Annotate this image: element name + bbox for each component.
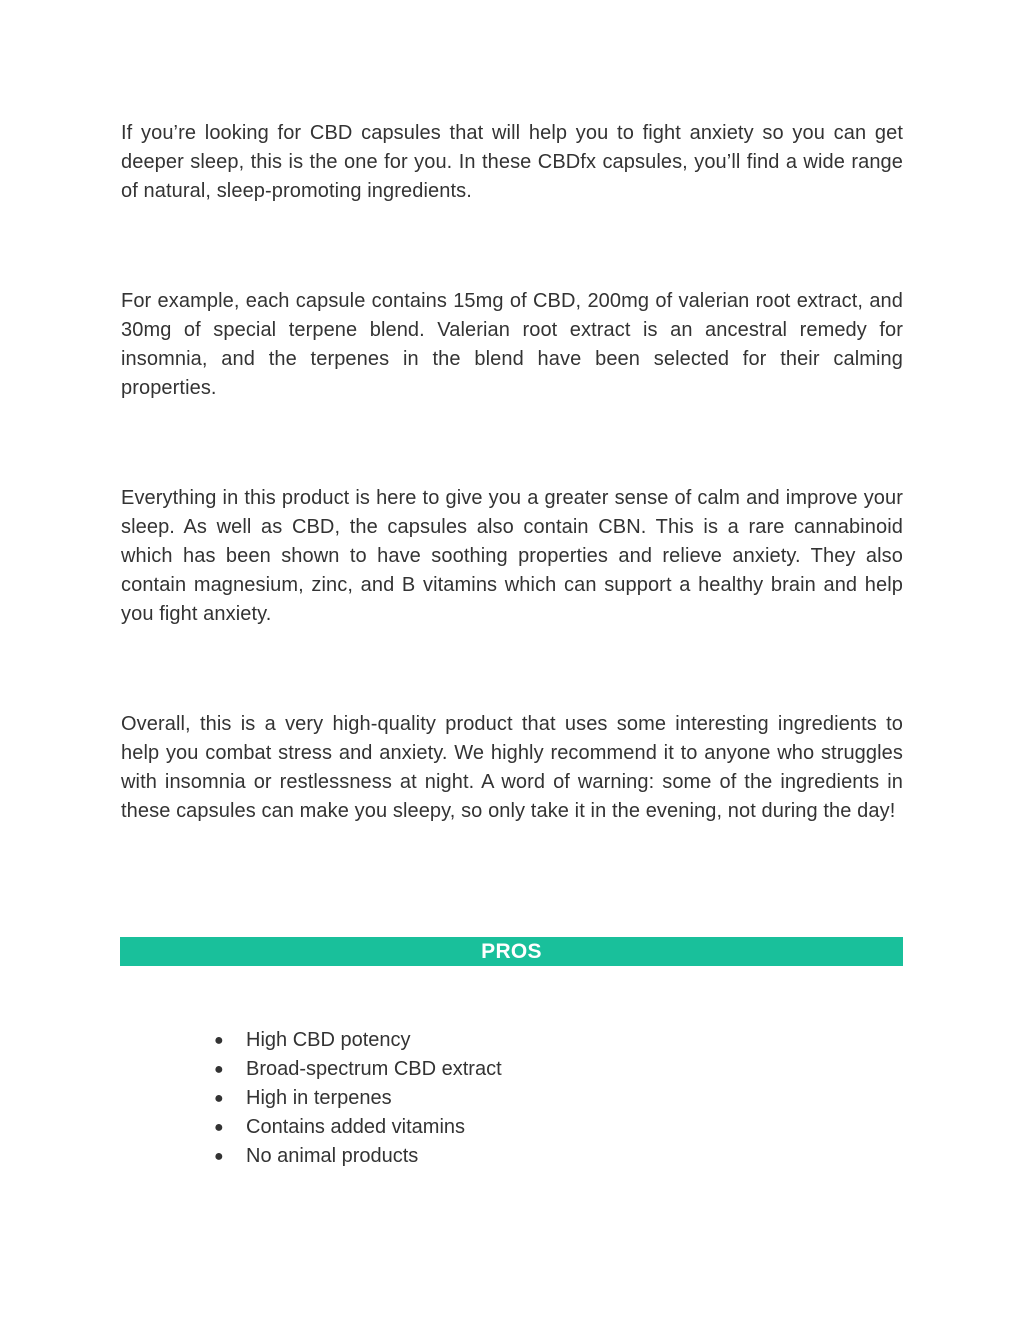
bullet-icon: ●: [214, 1061, 224, 1078]
body-paragraph: For example, each capsule contains 15mg of CBD, 200mg of valerian root extract, and 30mg of special terpene blend. Valerian root extract is an ancestral remedy for insomnia, and the terpenes in the blend have been selected for their calming properties.: [121, 290, 903, 399]
pros-list: [214, 1026, 502, 1171]
bullet-icon: ●: [214, 1090, 224, 1107]
bullet-icon: ●: [214, 1119, 224, 1136]
body-paragraph: If you’re looking for CBD capsules that will help you to fight anxiety so you can get deeper sleep, this is the one for you. In these CBDfx capsules, you’ll find a wide range of natural, sleep-promoting ingredients.: [121, 122, 903, 202]
pros-banner: [120, 937, 903, 966]
list-item-label: No animal products: [246, 1145, 419, 1167]
list-item-label: High CBD potency: [246, 1029, 411, 1051]
list-item: [214, 1055, 502, 1084]
bullet-icon: ●: [214, 1032, 224, 1049]
pros-heading: PROS: [481, 939, 542, 963]
list-item-label: High in terpenes: [246, 1087, 392, 1109]
list-item: [214, 1113, 502, 1142]
body-paragraph: Everything in this product is here to give you a greater sense of calm and improve your sleep. As well as CBD, the capsules also contain CBN. This is a rare cannabinoid which has been shown to have soothing properties and relieve anxiety. They also contain magnesium, zinc, and B vitamins which can support a healthy brain and help you fight anxiety.: [121, 487, 903, 625]
list-item-label: Broad-spectrum CBD extract: [246, 1058, 502, 1080]
bullet-icon: ●: [214, 1148, 224, 1165]
list-item: [214, 1084, 502, 1113]
list-item-label: Contains added vitamins: [246, 1116, 466, 1138]
list-item: [214, 1026, 502, 1055]
body-paragraph: Overall, this is a very high-quality product that uses some interesting ingredients to help you combat stress and anxiety. We highly recommend it to anyone who struggles with insomnia or restlessness at night. A word of warning: some of the ingredients in these capsules can make you sleepy, so only take it in the evening, not during the day!: [121, 713, 903, 822]
list-item: [214, 1142, 502, 1171]
